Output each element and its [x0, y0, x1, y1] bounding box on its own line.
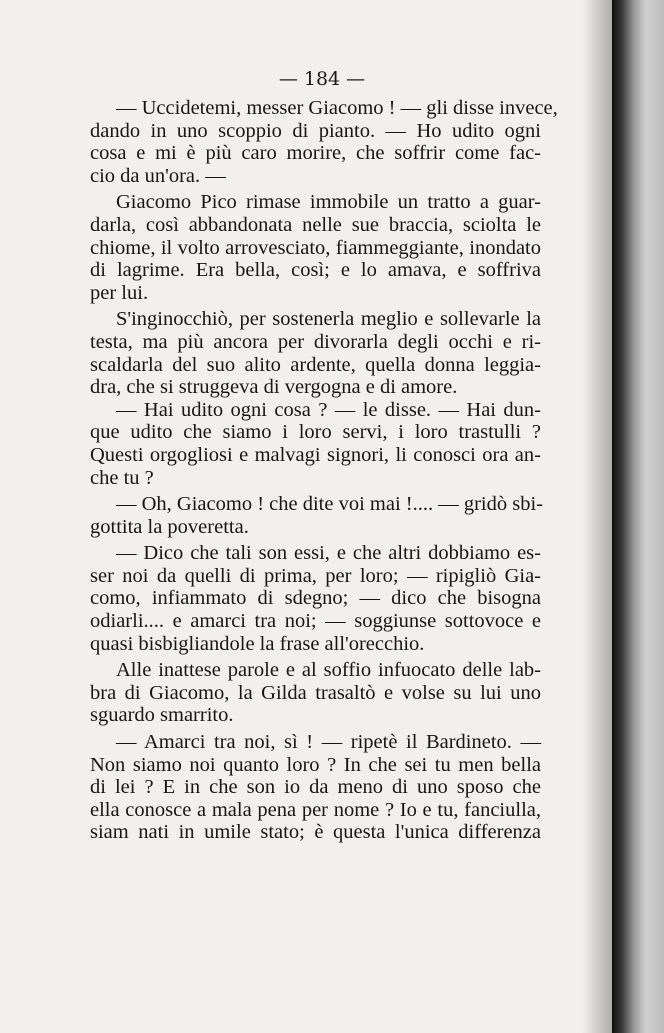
text-line: che tu ? — [90, 466, 154, 489]
text-line: que udito che siamo i loro servi, i loro trastulli ? — [90, 421, 541, 444]
text-line: ser noi da quelli di prima, per loro; — ripigliò Gia- — [90, 564, 541, 587]
text-line: chiome, il volto arrovesciato, fiammeggiante, inondato — [90, 236, 541, 259]
text-line: S'inginocchiò, per sostenerla meglio e sollevarle la — [116, 308, 541, 331]
text-line: gottita la poveretta. — [90, 515, 249, 538]
text-line: como, infiammato di sdegno; — dico che bisogna — [90, 587, 541, 610]
text-line: scaldarla del suo alito ardente, quella donna leggia- — [90, 353, 541, 376]
text-line: cosa e mi è più caro morire, che soffrir come fac- — [90, 142, 541, 165]
text-line: bra di Giacomo, la Gilda trasaltò e volse su lui uno — [90, 681, 541, 704]
text-line: per lui. — [90, 281, 149, 304]
text-line: Questi orgogliosi e malvagi signori, li conosci ora an- — [90, 443, 541, 466]
text-line: di lei ? E in che son io da meno di uno sposo che — [90, 776, 541, 799]
text-line: Non siamo noi quanto loro ? In che sei tu men bella — [90, 753, 541, 776]
page-number: — 184 — — [278, 68, 366, 90]
text-line: sguardo smarrito. — [90, 704, 234, 727]
text-line: — Dico che tali son essi, e che altri dobbiamo es- — [116, 542, 541, 565]
text-line: dra, che si struggeva di vergogna e di amore. — [90, 376, 458, 399]
book-binding-edge — [612, 0, 664, 1033]
text-line: darla, così abbandonata nelle sue braccia, sciolta le — [90, 213, 541, 236]
text-line: — Oh, Giacomo ! che dite voi mai !.... — gridò sbi- — [116, 493, 543, 516]
body-text — [90, 97, 558, 844]
text-line: — Amarci tra noi, sì ! — ripetè il Bardineto. — — [116, 731, 541, 754]
text-line: — Uccidetemi, messer Giacomo ! — gli disse invece, — [116, 97, 558, 119]
text-line: di lagrime. Era bella, così; e lo amava, e soffriva — [90, 259, 541, 282]
text-line: siam nati in umile stato; è questa l'unica differenza — [90, 821, 541, 844]
text-line: — Hai udito ogni cosa ? — le disse. — Hai dun- — [116, 398, 541, 421]
text-line: quasi bisbigliandole la frase all'orecchio. — [90, 632, 425, 655]
text-line: odiarli.... e amarci tra noi; — soggiunse sottovoce e — [90, 610, 541, 633]
text-line: dando in uno scoppio di pianto. — Ho udito ogni — [90, 119, 541, 142]
text-line: ella conosce a mala pena per nome ? Io e tu, fanciulla, — [90, 798, 541, 821]
text-line: testa, ma più ancora per divorarla degli occhi e ri- — [90, 330, 541, 353]
text-line: cio da un'ora. — — [90, 164, 226, 187]
text-line: Alle inattese parole e al soffio infuocato delle lab- — [116, 659, 541, 682]
text-line: Giacomo Pico rimase immobile un tratto a guar- — [116, 191, 541, 214]
